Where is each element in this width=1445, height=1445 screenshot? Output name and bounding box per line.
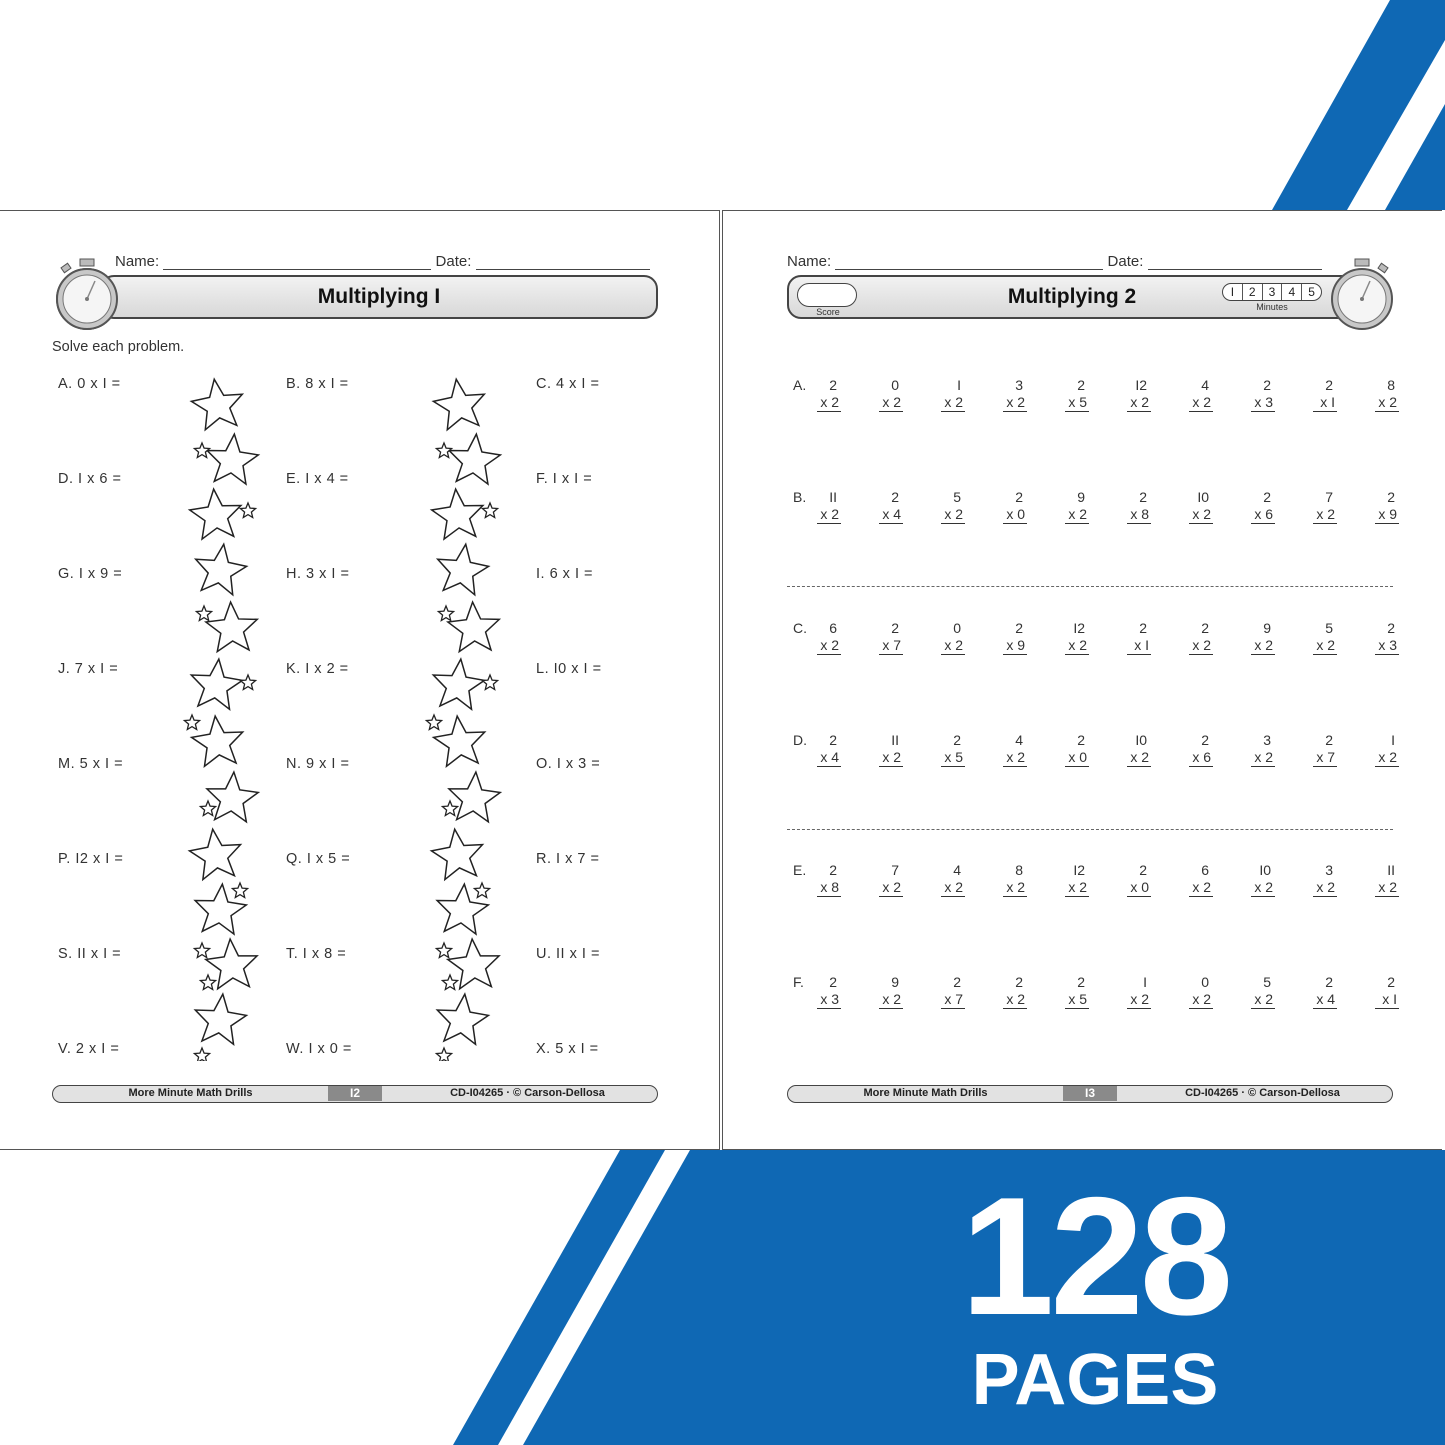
vertical-problem — [1359, 862, 1399, 897]
problem-top-number: 2 — [829, 732, 837, 748]
problem-top-number: 4 — [1201, 377, 1209, 393]
problem-multiplier: x 2 — [817, 394, 841, 412]
problem-multiplier: x 2 — [1313, 506, 1337, 524]
problem-item: Q. I x 5 = — [286, 851, 351, 867]
small-star-icon — [196, 606, 211, 621]
page-count-label: PAGES — [971, 1340, 1219, 1420]
problem-top-number: II — [891, 732, 899, 748]
problem-item: M. 5 x I = — [58, 756, 124, 772]
problem-top-number: 2 — [1015, 974, 1023, 990]
problem-multiplier: x 0 — [1127, 879, 1151, 897]
row-label: C. — [793, 620, 807, 636]
star-icon — [192, 541, 250, 596]
row-label: A. — [793, 377, 807, 393]
problem-item: J. 7 x I = — [58, 661, 119, 677]
problem-multiplier: x 2 — [1251, 637, 1275, 655]
row-label: B. — [793, 489, 807, 505]
title-bar — [100, 275, 658, 319]
problem-multiplier: x 4 — [879, 506, 903, 524]
footer-book-title: More Minute Math Drills — [863, 1087, 988, 1099]
problem-top-number: 2 — [953, 732, 961, 748]
problem-multiplier: x 2 — [1003, 394, 1027, 412]
vertical-problem — [925, 620, 965, 655]
problem-multiplier: x 3 — [1251, 394, 1275, 412]
small-star-icon — [194, 943, 209, 958]
problem-multiplier: x 2 — [1189, 991, 1213, 1009]
vertical-problem — [1173, 489, 1213, 524]
problem-multiplier: x 2 — [1375, 394, 1399, 412]
star-icon — [430, 487, 485, 540]
problem-top-number: 2 — [1077, 377, 1085, 393]
problem-top-number: 2 — [1325, 732, 1333, 748]
small-star-icon — [194, 443, 209, 458]
problem-top-number: 5 — [1263, 974, 1271, 990]
problem-multiplier: x I — [1375, 991, 1399, 1009]
problem-top-number: 7 — [1325, 489, 1333, 505]
vertical-problem — [1111, 732, 1151, 767]
problem-top-number: 2 — [1077, 974, 1085, 990]
problem-multiplier: x 2 — [1127, 991, 1151, 1009]
problem-item: D. I x 6 = — [58, 471, 122, 487]
date-field[interactable] — [476, 255, 650, 270]
problem-multiplier: x 2 — [1003, 991, 1027, 1009]
minute-option[interactable]: 3 — [1263, 284, 1283, 300]
problem-multiplier: x 8 — [1127, 506, 1151, 524]
problem-top-number: 5 — [953, 489, 961, 505]
small-star-icon — [436, 1048, 451, 1061]
vertical-problem — [1359, 620, 1399, 655]
vertical-problem — [1049, 489, 1089, 524]
page-title: Multiplying 2 — [1007, 285, 1137, 308]
row-label: E. — [793, 862, 807, 878]
vertical-problem — [1049, 377, 1089, 412]
date-label: Date: — [1107, 253, 1144, 270]
problem-multiplier: x 2 — [1251, 991, 1275, 1009]
vertical-problem — [925, 377, 965, 412]
section-divider — [787, 829, 1393, 830]
problem-item: T. I x 8 = — [286, 946, 347, 962]
problem-top-number: 2 — [1139, 489, 1147, 505]
problem-item: I. 6 x I = — [536, 566, 593, 582]
problem-multiplier: x 7 — [879, 637, 903, 655]
vertical-problem — [1359, 489, 1399, 524]
problem-multiplier: x 2 — [1313, 637, 1337, 655]
problem-top-number: I — [1143, 974, 1147, 990]
problem-item: O. I x 3 = — [536, 756, 601, 772]
problem-multiplier: x 2 — [1375, 879, 1399, 897]
vertical-problem — [1111, 620, 1151, 655]
vertical-problem — [1111, 862, 1151, 897]
problem-top-number: 2 — [1077, 732, 1085, 748]
vertical-problem — [987, 620, 1027, 655]
vertical-problem — [1235, 732, 1275, 767]
vertical-problem — [863, 974, 903, 1009]
problem-multiplier: x 0 — [1003, 506, 1027, 524]
small-star-icon — [426, 715, 441, 730]
problem-item: E. I x 4 = — [286, 471, 349, 487]
vertical-problem — [1359, 377, 1399, 412]
small-star-icon — [184, 715, 199, 730]
small-star-icon — [200, 975, 215, 990]
vertical-problem — [1049, 620, 1089, 655]
problem-multiplier: x 4 — [1313, 991, 1337, 1009]
problem-multiplier: x 7 — [941, 991, 965, 1009]
problem-item: G. I x 9 = — [58, 566, 123, 582]
problem-top-number: I2 — [1135, 377, 1147, 393]
problem-multiplier: x 7 — [1313, 749, 1337, 767]
star-icon — [431, 376, 489, 431]
problem-top-number: 2 — [1387, 974, 1395, 990]
problem-multiplier: x I — [1127, 637, 1151, 655]
problem-top-number: 6 — [829, 620, 837, 636]
minute-option[interactable]: 2 — [1243, 284, 1263, 300]
score-label: Score — [816, 307, 840, 317]
vertical-problem — [1235, 620, 1275, 655]
problem-multiplier: x 2 — [1065, 637, 1089, 655]
problem-top-number: 2 — [1263, 489, 1271, 505]
vertical-problem — [1235, 489, 1275, 524]
problem-item: L. I0 x I = — [536, 661, 602, 677]
problem-top-number: 5 — [1325, 620, 1333, 636]
page-title: Multiplying I — [317, 285, 441, 308]
problem-multiplier: x 6 — [1251, 506, 1275, 524]
problem-item: P. I2 x I = — [58, 851, 124, 867]
vertical-problem — [1173, 732, 1213, 767]
problem-multiplier: x I — [1313, 394, 1337, 412]
vertical-problem — [1111, 489, 1151, 524]
problem-multiplier: x 2 — [1189, 637, 1213, 655]
problem-multiplier: x 2 — [879, 749, 903, 767]
problem-top-number: 2 — [1201, 732, 1209, 748]
minute-option[interactable]: I — [1223, 284, 1243, 300]
name-date-row — [115, 253, 650, 270]
name-label: Name: — [115, 253, 160, 270]
problem-top-number: I0 — [1135, 732, 1147, 748]
problem-item: H. 3 x I = — [286, 566, 350, 582]
problem-multiplier: x 2 — [879, 991, 903, 1009]
star-icon — [192, 991, 248, 1045]
star-icon — [430, 656, 486, 710]
problem-multiplier: x 2 — [1251, 749, 1275, 767]
problem-top-number: 2 — [1387, 489, 1395, 505]
footer-page-number: I2 — [328, 1086, 382, 1101]
problem-multiplier: x 9 — [1003, 637, 1027, 655]
problem-multiplier: x 2 — [1375, 749, 1399, 767]
vertical-problem — [1235, 862, 1275, 897]
vertical-problem — [925, 489, 965, 524]
small-star-icon — [436, 443, 451, 458]
small-star-icon — [240, 503, 255, 518]
vertical-problem — [925, 732, 965, 767]
problem-item: W. I x 0 = — [286, 1041, 352, 1057]
problem-top-number: II — [1387, 862, 1395, 878]
problem-top-number: 9 — [1077, 489, 1085, 505]
problem-item: U. II x I = — [536, 946, 600, 962]
problem-item: B. 8 x I = — [286, 376, 349, 392]
problem-top-number: 8 — [1387, 377, 1395, 393]
problem-item: N. 9 x I = — [286, 756, 350, 772]
section-divider — [787, 586, 1393, 587]
vertical-problem — [1297, 620, 1337, 655]
problem-item: K. I x 2 = — [286, 661, 349, 677]
star-icon — [446, 432, 501, 485]
problem-top-number: 2 — [1015, 620, 1023, 636]
problem-top-number: 3 — [1015, 377, 1023, 393]
star-icon — [189, 376, 247, 431]
problem-top-number: 9 — [1263, 620, 1271, 636]
star-icon — [187, 826, 244, 881]
problem-multiplier: x 6 — [1189, 749, 1213, 767]
vertical-problem — [863, 489, 903, 524]
problem-multiplier: x 5 — [1065, 991, 1089, 1009]
problem-multiplier: x 2 — [1313, 879, 1337, 897]
footer-book-title: More Minute Math Drills — [128, 1087, 253, 1099]
problem-multiplier: x 2 — [1065, 506, 1089, 524]
problem-item: C. 4 x I = — [536, 376, 600, 392]
problem-top-number: 3 — [1263, 732, 1271, 748]
minutes-selector[interactable] — [1222, 283, 1322, 301]
small-star-icon — [474, 883, 489, 898]
row-label: D. — [793, 732, 807, 748]
vertical-problem — [1297, 974, 1337, 1009]
problem-multiplier: x 2 — [817, 637, 841, 655]
problem-multiplier: x 2 — [1251, 879, 1275, 897]
vertical-problem — [1111, 377, 1151, 412]
star-icon — [434, 541, 492, 596]
vertical-problem — [863, 732, 903, 767]
problem-top-number: 3 — [1325, 862, 1333, 878]
problem-top-number: 2 — [829, 862, 837, 878]
problem-top-number: 2 — [1325, 377, 1333, 393]
problem-top-number: 2 — [1139, 862, 1147, 878]
star-icon — [429, 826, 486, 881]
problem-top-number: I0 — [1197, 489, 1209, 505]
problem-multiplier: x 2 — [941, 879, 965, 897]
problem-top-number: I — [957, 377, 961, 393]
vertical-problem — [1173, 974, 1213, 1009]
small-star-icon — [240, 675, 255, 690]
problem-multiplier: x 2 — [879, 394, 903, 412]
problem-multiplier: x 9 — [1375, 506, 1399, 524]
problem-multiplier: x 2 — [941, 506, 965, 524]
problem-multiplier: x 2 — [1127, 394, 1151, 412]
small-star-icon — [436, 943, 451, 958]
footer-code: CD-I04265 · © Carson-Dellosa — [450, 1087, 605, 1099]
problem-multiplier: x 2 — [1003, 879, 1027, 897]
problem-top-number: 2 — [829, 377, 837, 393]
problem-top-number: 7 — [891, 862, 899, 878]
problem-item: V. 2 x I = — [58, 1041, 120, 1057]
name-date-row — [787, 253, 1322, 270]
vertical-problem — [1297, 377, 1337, 412]
worksheet-page-right — [722, 210, 1442, 1150]
problem-top-number: II — [829, 489, 837, 505]
problem-top-number: I — [1391, 732, 1395, 748]
vertical-problem — [801, 974, 841, 1009]
vertical-problem — [987, 732, 1027, 767]
vertical-problem — [863, 862, 903, 897]
page-footer — [52, 1085, 658, 1103]
minute-option[interactable]: 4 — [1282, 284, 1302, 300]
small-star-icon — [232, 883, 247, 898]
vertical-problem — [1049, 732, 1089, 767]
problem-top-number: I0 — [1259, 862, 1271, 878]
problem-multiplier: x 8 — [817, 879, 841, 897]
vertical-problem — [1235, 377, 1275, 412]
vertical-problem — [1173, 862, 1213, 897]
vertical-problem — [987, 974, 1027, 1009]
problem-multiplier: x 3 — [817, 991, 841, 1009]
worksheet-page-left — [0, 210, 720, 1150]
problem-item: A. 0 x I = — [58, 376, 121, 392]
footer-code: CD-I04265 · © Carson-Dellosa — [1185, 1087, 1340, 1099]
name-field[interactable] — [835, 255, 1103, 270]
vertical-problem — [1235, 974, 1275, 1009]
problem-top-number: 2 — [829, 974, 837, 990]
instructions: Solve each problem. — [52, 339, 185, 355]
star-column-2 — [422, 371, 512, 1061]
vertical-problem — [987, 862, 1027, 897]
problem-multiplier: x 2 — [817, 506, 841, 524]
star-icon — [434, 991, 490, 1045]
minutes-label: Minutes — [1256, 302, 1288, 312]
problem-multiplier: x 5 — [1065, 394, 1089, 412]
problem-top-number: 6 — [1201, 862, 1209, 878]
problem-multiplier: x 3 — [1375, 637, 1399, 655]
problem-top-number: I2 — [1073, 620, 1085, 636]
vertical-problem — [801, 620, 841, 655]
problem-top-number: 4 — [1015, 732, 1023, 748]
problem-item: X. 5 x I = — [536, 1041, 599, 1057]
vertical-problem — [987, 377, 1027, 412]
vertical-problem — [1359, 732, 1399, 767]
problem-top-number: I2 — [1073, 862, 1085, 878]
problem-top-number: 2 — [1325, 974, 1333, 990]
small-star-icon — [194, 1048, 209, 1061]
minute-option[interactable]: 5 — [1308, 285, 1315, 299]
vertical-problem — [1173, 377, 1213, 412]
star-column-1 — [180, 371, 270, 1061]
problem-top-number: 9 — [891, 974, 899, 990]
problem-multiplier: x 2 — [1189, 879, 1213, 897]
title-bar — [787, 275, 1357, 319]
star-icon — [205, 601, 259, 652]
small-star-icon — [482, 675, 497, 690]
star-icon — [204, 432, 259, 485]
problem-multiplier: x 2 — [1065, 879, 1089, 897]
score-field[interactable] — [797, 283, 857, 307]
stopwatch-icon — [52, 257, 122, 331]
problem-multiplier: x 2 — [941, 394, 965, 412]
problem-top-number: 8 — [1015, 862, 1023, 878]
small-star-icon — [482, 503, 497, 518]
vertical-problem — [801, 862, 841, 897]
problem-top-number: 2 — [1015, 489, 1023, 505]
vertical-problem — [1297, 862, 1337, 897]
vertical-problem — [863, 620, 903, 655]
vertical-problem — [1297, 489, 1337, 524]
problem-multiplier: x 0 — [1065, 749, 1089, 767]
vertical-problem — [1297, 732, 1337, 767]
star-icon — [447, 601, 501, 652]
vertical-problem — [987, 489, 1027, 524]
vertical-problem — [1173, 620, 1213, 655]
problem-multiplier: x 2 — [1127, 749, 1151, 767]
vertical-problem — [801, 732, 841, 767]
vertical-problem — [1111, 974, 1151, 1009]
small-star-icon — [442, 975, 457, 990]
small-star-icon — [200, 801, 215, 816]
problem-item: F. I x I = — [536, 471, 593, 487]
problem-top-number: 2 — [891, 620, 899, 636]
problem-multiplier: x 2 — [1003, 749, 1027, 767]
problem-top-number: 0 — [953, 620, 961, 636]
vertical-problem — [925, 862, 965, 897]
problem-item: R. I x 7 = — [536, 851, 600, 867]
problem-top-number: 0 — [891, 377, 899, 393]
problem-top-number: 2 — [1387, 620, 1395, 636]
problem-top-number: 4 — [953, 862, 961, 878]
problem-top-number: 2 — [1201, 620, 1209, 636]
star-icon — [188, 487, 243, 540]
vertical-problem — [1359, 974, 1399, 1009]
problem-multiplier: x 2 — [1189, 506, 1213, 524]
problem-top-number: 0 — [1201, 974, 1209, 990]
vertical-problem — [863, 377, 903, 412]
row-label: F. — [793, 974, 804, 990]
problem-multiplier: x 2 — [1189, 394, 1213, 412]
problem-top-number: 2 — [1263, 377, 1271, 393]
problem-multiplier: x 2 — [879, 879, 903, 897]
problem-multiplier: x 4 — [817, 749, 841, 767]
date-label: Date: — [435, 253, 472, 270]
page-count-number: 128 — [960, 1162, 1230, 1350]
name-label: Name: — [787, 253, 832, 270]
name-field[interactable] — [163, 255, 431, 270]
page-footer — [787, 1085, 1393, 1103]
small-star-icon — [438, 606, 453, 621]
problem-item: S. II x I = — [58, 946, 122, 962]
footer-page-number: I3 — [1063, 1086, 1117, 1101]
problem-multiplier: x 2 — [941, 637, 965, 655]
vertical-problem — [1049, 974, 1089, 1009]
vertical-problem — [1049, 862, 1089, 897]
star-icon — [188, 656, 244, 710]
problem-top-number: 2 — [953, 974, 961, 990]
problem-top-number: 2 — [1139, 620, 1147, 636]
vertical-problem — [801, 489, 841, 524]
problem-top-number: 2 — [891, 489, 899, 505]
stopwatch-icon — [1327, 257, 1397, 331]
problem-multiplier: x 5 — [941, 749, 965, 767]
vertical-problem — [801, 377, 841, 412]
small-star-icon — [442, 801, 457, 816]
vertical-problem — [925, 974, 965, 1009]
date-field[interactable] — [1148, 255, 1322, 270]
